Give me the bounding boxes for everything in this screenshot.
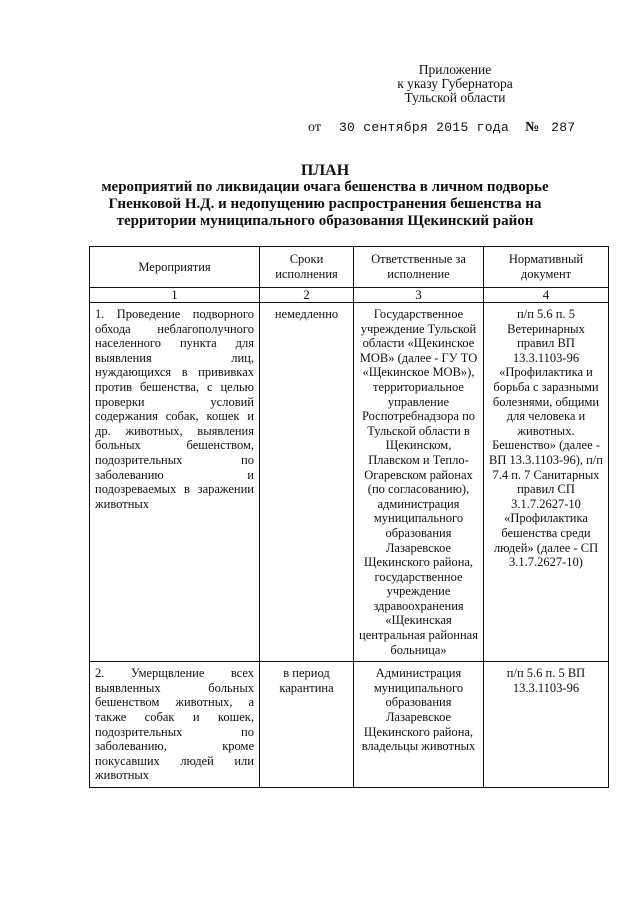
column-number: 1 xyxy=(90,288,260,303)
decree-prefix: от xyxy=(308,120,321,135)
row-deadline: в период карантина xyxy=(260,662,354,788)
appendix-line: Тульской области xyxy=(404,90,506,105)
header-deadline: Сроки исполнения xyxy=(260,247,354,288)
row-document: п/п 5.6 п. 5 Ветеринарных правил ВП 13.3.1103-96 «Профилактика и борьба с заразными болезнями, общими для человека и животных. Бешенство» (далее - ВП 13.3.1103-96), п/п 7.4 п. 7 Санитарных правил СП 3.1.7.2627-10 «Профилактика бешенства среди людей» (далее - СП 3.1.7.2627-10) xyxy=(484,303,609,662)
column-number: 2 xyxy=(260,288,354,303)
table-row xyxy=(90,662,609,788)
document-title xyxy=(90,162,560,230)
column-number-row xyxy=(90,288,609,303)
table-header-row xyxy=(90,247,609,288)
title-line: Гненковой Н.Д. и недопущению распространения бешенства на xyxy=(108,196,542,212)
header-document: Нормативный документ xyxy=(484,247,609,288)
plan-table xyxy=(89,246,609,788)
row-document: п/п 5.6 п. 5 ВП 13.3.1103-96 xyxy=(484,662,609,788)
decree-number-sign: № xyxy=(525,120,540,135)
header-responsible: Ответственные за исполнение xyxy=(354,247,484,288)
column-number: 3 xyxy=(354,288,484,303)
row-responsible: Государственное учреждение Тульской области «Щекинское МОВ» (далее - ГУ ТО «Щекинское МОВ»), территориальное управление Роспотребнадзора по Тульской области в Щекинском, Плавском и Тепло-Огаревском районах (по согласованию), администрация муниципального образования Лазаревское Щекинского района, государственное учреждение здравоохранения «Щекинская центральная районная больница» xyxy=(354,303,484,662)
column-number: 4 xyxy=(484,288,609,303)
title-line: мероприятий по ликвидации очага бешенства в личном подворье xyxy=(101,179,549,195)
row-deadline: немедленно xyxy=(260,303,354,662)
decree-date: 30 сентября 2015 года xyxy=(338,120,510,135)
appendix-line: Приложение xyxy=(418,62,492,77)
header-activities: Мероприятия xyxy=(90,247,260,288)
decree-number: 287 xyxy=(551,120,576,135)
appendix-block xyxy=(380,63,530,105)
appendix-line: к указу Губернатора xyxy=(397,76,513,91)
row-activity: 1. Проведение подворного обхода неблагополучного населенного пункта для выявления лиц, нуждающихся в прививках против бешенства, с целью проверки условий содержания собак, кошек и др. животных, выявления больных бешенством, подозрительных по заболеванию и подозреваемых в заражении животных xyxy=(90,303,260,662)
row-responsible: Администрация муниципального образования Лазаревское Щекинского района, владельцы животных xyxy=(354,662,484,788)
table-row xyxy=(90,303,609,662)
row-activity: 2. Умерщвление всех выявленных больных бешенством животных, а также собак и кошек, подозрительных по заболеванию, кроме покусавших людей или животных xyxy=(90,662,260,788)
title-line: территории муниципального образования Щекинский район xyxy=(116,213,534,229)
decree-date-number xyxy=(308,120,575,136)
title-plan: ПЛАН xyxy=(300,162,350,179)
